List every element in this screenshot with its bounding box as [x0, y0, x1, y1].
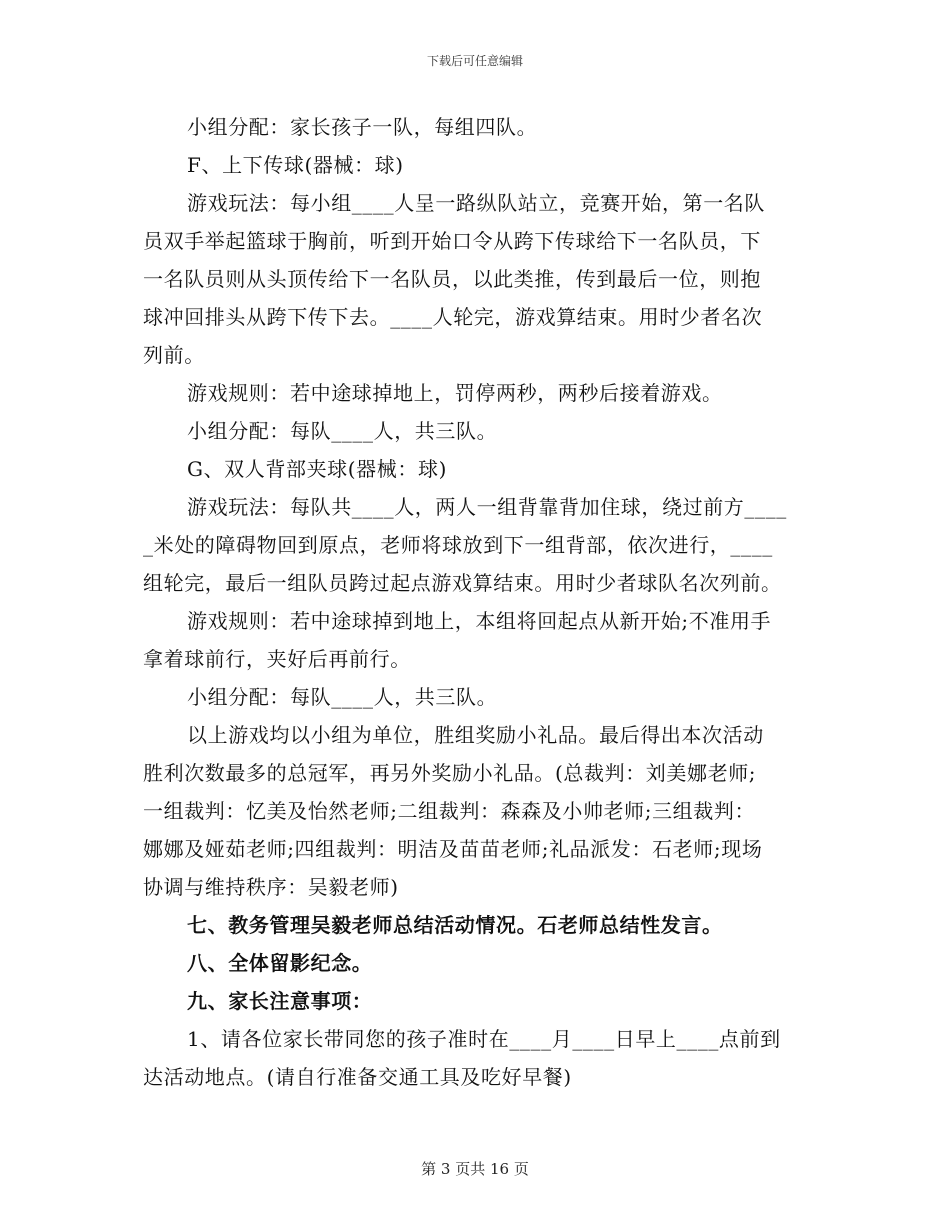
- section-heading: 九、家长注意事项：: [187, 989, 373, 1013]
- text-line: 组轮完，最后一组队员跨过起点游戏算结束。用时少者球队名次列前。: [143, 571, 782, 595]
- text-line: 小组分配：每队____人，共三队。: [187, 685, 498, 709]
- text-line: 协调与维持秩序：吴毅老师): [143, 875, 399, 899]
- text-line: 员双手举起篮球于胸前，听到开始口令从跨下传球给下一名队员，下: [143, 229, 761, 253]
- text-line: 小组分配：每队____人，共三队。: [187, 419, 498, 443]
- text-line: 一组裁判：忆美及怡然老师;二组裁判：森森及小帅老师;三组裁判：: [143, 799, 756, 823]
- document-body: [143, 108, 808, 1096]
- text-line: 达活动地点。(请自行准备交通工具及吃好早餐): [143, 1065, 572, 1089]
- text-line: 以上游戏均以小组为单位，胜组奖励小礼品。最后得出本次活动: [187, 723, 764, 747]
- section-heading: 七、教务管理吴毅老师总结活动情况。石老师总结性发言。: [187, 913, 723, 937]
- text-line: _米处的障碍物回到原点，老师将球放到下一组背部，依次进行，____: [143, 533, 773, 557]
- text-line: 胜利次数最多的总冠军，再另外奖励小礼品。(总裁判：刘美娜老师;: [143, 761, 757, 785]
- text-line: 一名队员则从头顶传给下一名队员，以此类推，传到最后一位，则抱: [143, 267, 761, 291]
- section-heading: 八、全体留影纪念。: [187, 951, 373, 975]
- text-line: 娜娜及娅茹老师;四组裁判：明洁及苗苗老师;礼品派发：石老师;现场: [143, 837, 763, 861]
- text-line: 游戏玩法：每队共____人，两人一组背靠背加住球，绕过前方____: [187, 495, 787, 519]
- section-heading: F、上下传球(器械：球): [187, 153, 404, 177]
- text-line: 拿着球前行，夹好后再前行。: [143, 647, 411, 671]
- section-heading: G、双人背部夹球(器械：球): [187, 457, 447, 481]
- text-line: 列前。: [143, 343, 205, 367]
- page-number: 第 3 页共 16 页: [421, 1160, 529, 1178]
- text-line: 游戏规则：若中途球掉地上，罚停两秒，两秒后接着游戏。: [187, 381, 723, 405]
- text-line: 1、请各位家长带同您的孩子准时在____月____日早上____点前到: [187, 1027, 781, 1051]
- text-line: 小组分配：家长孩子一队，每组四队。: [187, 115, 538, 139]
- text-line: 球冲回排头从跨下传下去。____人轮完，游戏算结束。用时少者名次: [143, 305, 763, 329]
- text-line: 游戏玩法：每小组____人呈一路纵队站立，竞赛开始，第一名队: [187, 191, 765, 215]
- page-header: 下载后可任意编辑: [426, 54, 523, 68]
- text-line: 游戏规则：若中途球掉到地上，本组将回起点从新开始;不准用手: [187, 609, 772, 633]
